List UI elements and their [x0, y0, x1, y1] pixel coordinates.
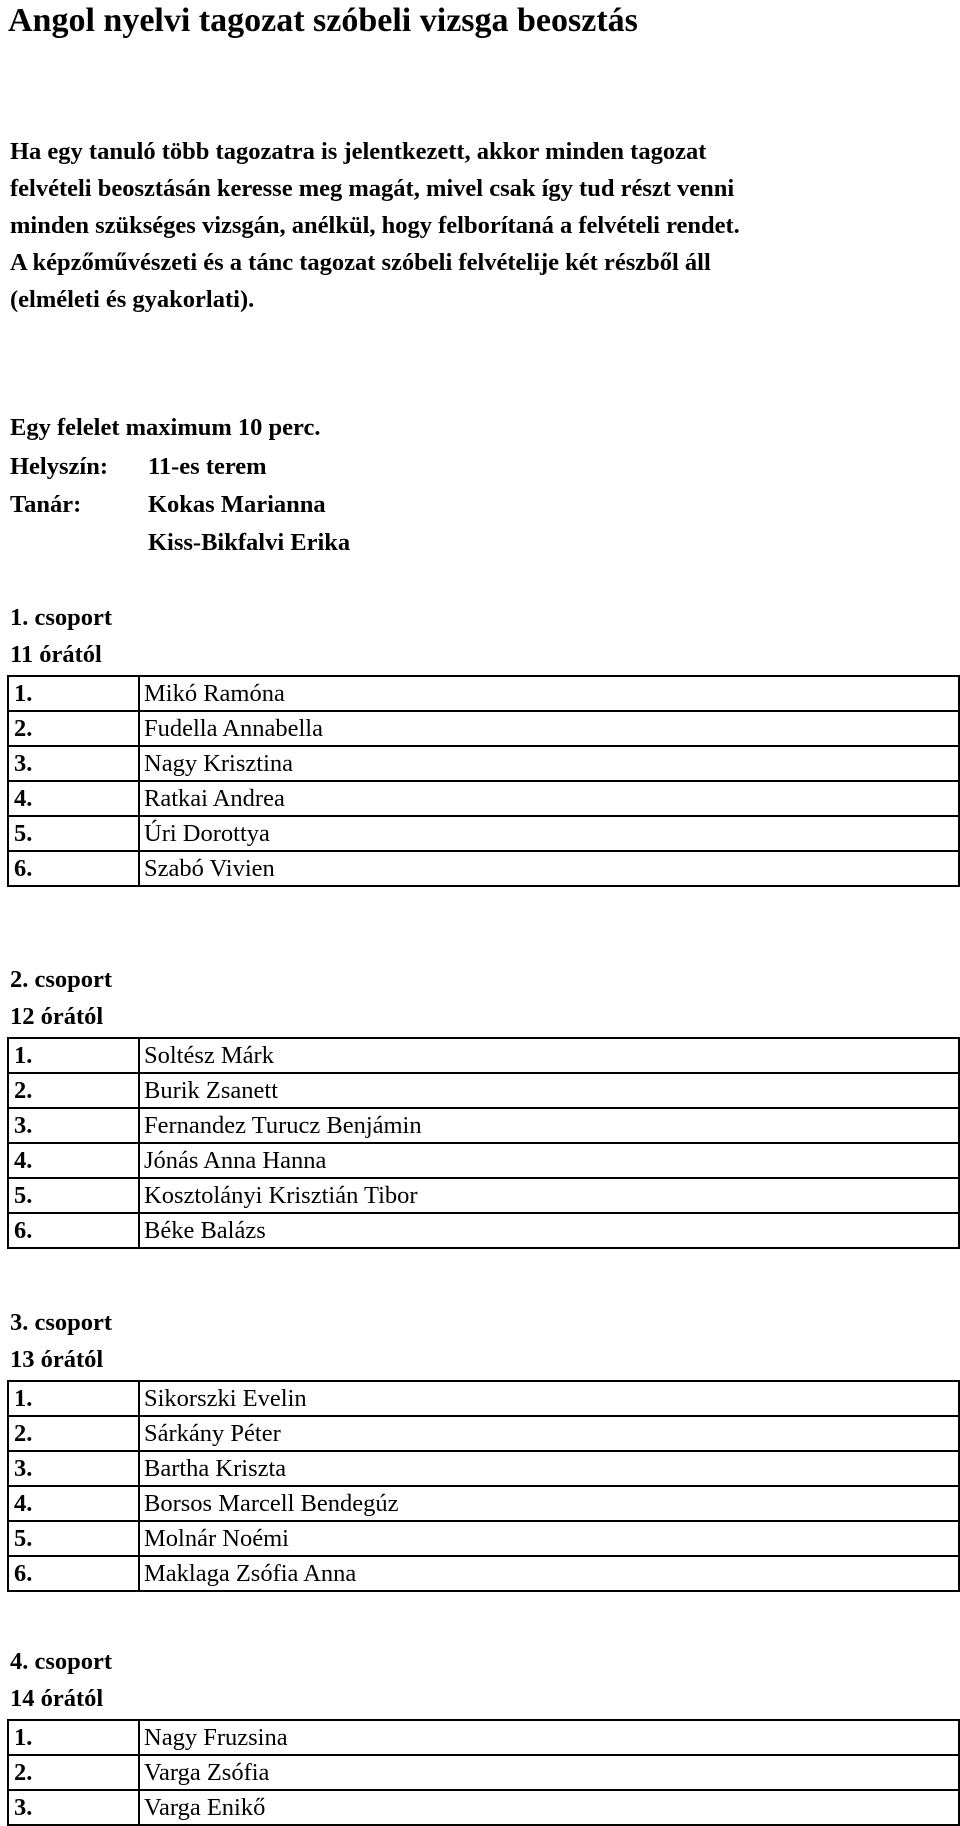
- student-number: 6.: [8, 851, 139, 886]
- student-number: 5.: [8, 1178, 139, 1213]
- student-name: Varga Zsófia: [139, 1755, 959, 1790]
- teacher-label: Tanár:: [10, 491, 82, 518]
- table-row: [8, 1521, 959, 1556]
- student-name: Soltész Márk: [139, 1038, 959, 1073]
- group-title: 3. csoport: [10, 1309, 113, 1336]
- student-name: Ratkai Andrea: [139, 781, 959, 816]
- student-number: 3.: [8, 1108, 139, 1143]
- student-number: 6.: [8, 1556, 139, 1591]
- student-number: 4.: [8, 781, 139, 816]
- student-table: [7, 1719, 960, 1826]
- student-name: Sárkány Péter: [139, 1416, 959, 1451]
- intro-paragraph: [10, 133, 950, 318]
- student-number: 2.: [8, 711, 139, 746]
- student-number: 2.: [8, 1416, 139, 1451]
- table-row: [8, 1416, 959, 1451]
- group-title: 2. csoport: [10, 966, 113, 993]
- intro-line: A képzőművészeti és a tánc tagozat szóbeli felvételije két részből áll: [10, 249, 711, 276]
- group-title: 1. csoport: [10, 604, 113, 631]
- student-name: Béke Balázs: [139, 1213, 959, 1248]
- student-number: 5.: [8, 816, 139, 851]
- table-row: [8, 1073, 959, 1108]
- student-name: Mikó Ramóna: [139, 676, 959, 711]
- student-name: Kosztolányi Krisztián Tibor: [139, 1178, 959, 1213]
- student-number: 1.: [8, 1720, 139, 1755]
- table-row: [8, 1108, 959, 1143]
- student-name: Molnár Noémi: [139, 1521, 959, 1556]
- intro-line: Ha egy tanuló több tagozatra is jelentkezett, akkor minden tagozat: [10, 138, 707, 165]
- student-name: Fernandez Turucz Benjámin: [139, 1108, 959, 1143]
- student-name: Nagy Krisztina: [139, 746, 959, 781]
- table-row: [8, 1556, 959, 1591]
- student-name: Sikorszki Evelin: [139, 1381, 959, 1416]
- student-number: 3.: [8, 1451, 139, 1486]
- table-row: [8, 1143, 959, 1178]
- student-name: Nagy Fruzsina: [139, 1720, 959, 1755]
- group-time: 14 órától: [10, 1685, 104, 1712]
- group-time: 13 órától: [10, 1346, 104, 1373]
- student-number: 3.: [8, 1790, 139, 1825]
- intro-line: minden szükséges vizsgán, anélkül, hogy felborítaná a felvételi rendet.: [10, 212, 740, 239]
- group-time: 12 órától: [10, 1003, 104, 1030]
- table-row: [8, 1038, 959, 1073]
- table-row: [8, 1451, 959, 1486]
- student-name: Borsos Marcell Bendegúz: [139, 1486, 959, 1521]
- intro-line: (elméleti és gyakorlati).: [10, 286, 255, 313]
- student-number: 5.: [8, 1521, 139, 1556]
- table-row: [8, 816, 959, 851]
- table-row: [8, 1486, 959, 1521]
- student-table: [7, 1037, 960, 1249]
- location-value: 11-es terem: [148, 453, 267, 480]
- group-time: 11 órától: [10, 641, 102, 668]
- student-number: 6.: [8, 1213, 139, 1248]
- table-row: [8, 711, 959, 746]
- table-row: [8, 1720, 959, 1755]
- student-name: Szabó Vivien: [139, 851, 959, 886]
- student-number: 2.: [8, 1073, 139, 1108]
- student-table: [7, 1380, 960, 1592]
- teacher-name: Kiss-Bikfalvi Erika: [148, 529, 351, 556]
- student-name: Úri Dorottya: [139, 816, 959, 851]
- student-name: Maklaga Zsófia Anna: [139, 1556, 959, 1591]
- max-time-note: Egy felelet maximum 10 perc.: [10, 414, 321, 441]
- table-row: [8, 1790, 959, 1825]
- group-title: 4. csoport: [10, 1648, 113, 1675]
- table-row: [8, 1755, 959, 1790]
- student-number: 1.: [8, 1038, 139, 1073]
- table-row: [8, 1381, 959, 1416]
- student-name: Bartha Kriszta: [139, 1451, 959, 1486]
- student-name: Burik Zsanett: [139, 1073, 959, 1108]
- table-row: [8, 781, 959, 816]
- page-title: Angol nyelvi tagozat szóbeli vizsga beosztás: [8, 2, 638, 39]
- table-row: [8, 676, 959, 711]
- student-table: [7, 675, 960, 887]
- student-number: 2.: [8, 1755, 139, 1790]
- student-number: 1.: [8, 676, 139, 711]
- student-number: 1.: [8, 1381, 139, 1416]
- location-label: Helyszín:: [10, 453, 108, 480]
- student-name: Fudella Annabella: [139, 711, 959, 746]
- teacher-name: Kokas Marianna: [148, 491, 326, 518]
- intro-line: felvételi beosztásán keresse meg magát, mivel csak így tud részt venni: [10, 175, 735, 202]
- student-number: 3.: [8, 746, 139, 781]
- student-name: Varga Enikő: [139, 1790, 959, 1825]
- student-name: Jónás Anna Hanna: [139, 1143, 959, 1178]
- table-row: [8, 746, 959, 781]
- table-row: [8, 1178, 959, 1213]
- table-row: [8, 1213, 959, 1248]
- student-number: 4.: [8, 1143, 139, 1178]
- table-row: [8, 851, 959, 886]
- student-number: 4.: [8, 1486, 139, 1521]
